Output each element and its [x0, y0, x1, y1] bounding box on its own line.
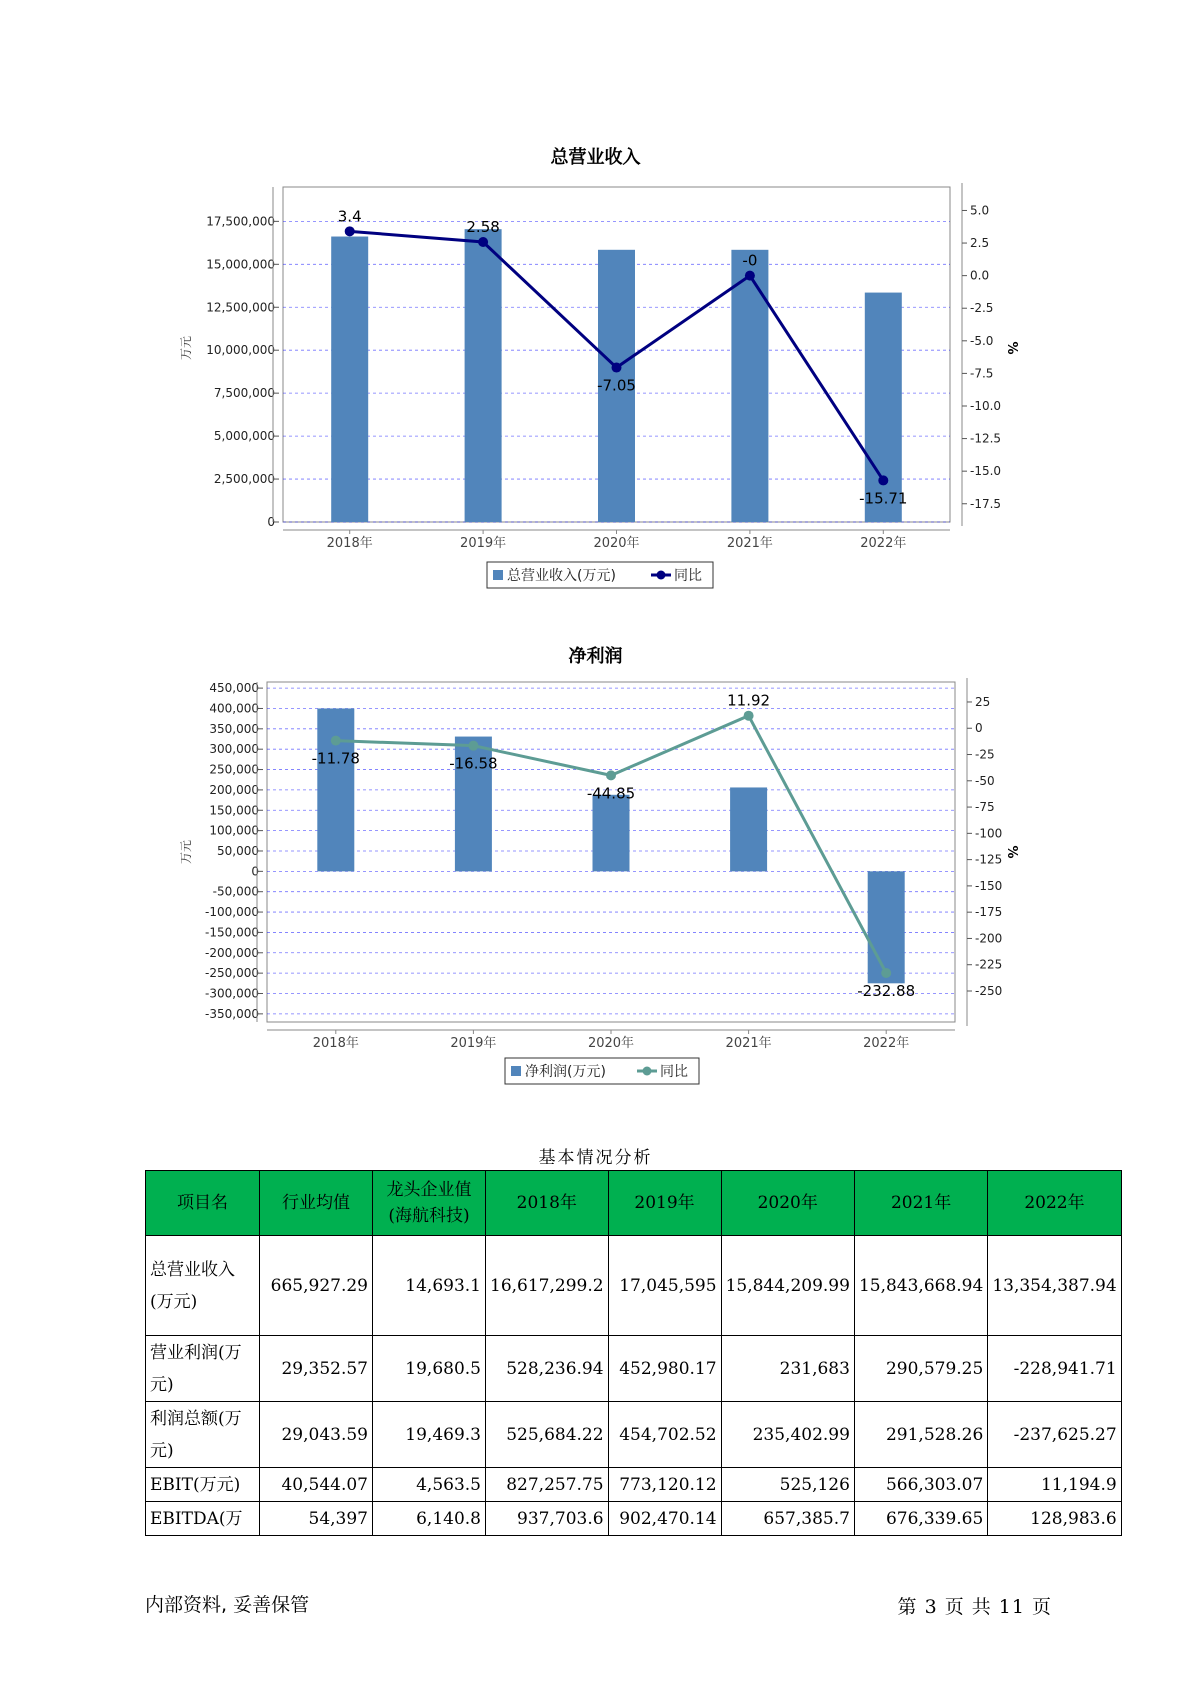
- y-tick-label: 150,000: [209, 803, 259, 818]
- y2-tick-label: 25: [975, 694, 991, 709]
- y-tick-label: -350,000: [205, 1006, 259, 1021]
- y2-tick-label: -25: [975, 747, 995, 762]
- table-cell: -237,625.27: [988, 1402, 1121, 1468]
- table-row: [146, 1402, 1122, 1468]
- y-axis-title: 万元: [179, 335, 193, 361]
- revenue-chart: [0, 175, 1191, 625]
- table-cell: 827,257.75: [486, 1468, 609, 1502]
- table-cell: 291,528.26: [854, 1402, 987, 1468]
- table-row: [146, 1468, 1122, 1502]
- data-label: -11.78: [311, 749, 360, 768]
- analysis-table: [145, 1170, 1122, 1536]
- table-cell: 235,402.99: [721, 1402, 854, 1468]
- y2-tick-label: -75: [975, 800, 995, 815]
- table-header-row: [146, 1171, 1122, 1236]
- footer-confidential-note: 内部资料, 妥善保管: [145, 1594, 310, 1616]
- y2-tick-label: -7.5: [970, 366, 994, 381]
- table-cell: 566,303.07: [854, 1468, 987, 1502]
- x-tick-label: 2022年: [863, 1036, 910, 1051]
- bar: [868, 871, 905, 983]
- y2-tick-label: -12.5: [970, 431, 1002, 446]
- net-profit-chart: [0, 670, 1191, 1110]
- header-text: 2019年: [634, 1193, 695, 1213]
- table-cell: 657,385.7: [721, 1502, 854, 1536]
- y-tick-label: 50,000: [217, 843, 259, 858]
- yoy-point: [878, 475, 888, 485]
- y2-tick-label: -225: [975, 957, 1003, 972]
- y2-tick-label: -15.0: [970, 464, 1002, 479]
- legend-label-line: 同比: [660, 1064, 688, 1080]
- yoy-point: [331, 736, 341, 746]
- row-name-cell: EBITDA(万: [146, 1502, 260, 1536]
- y-tick-label: 350,000: [209, 721, 259, 736]
- legend-swatch-bar: [511, 1066, 521, 1076]
- y-tick-label: -100,000: [205, 905, 259, 920]
- y2-tick-label: -2.5: [970, 301, 994, 316]
- header-text: 2018年: [516, 1193, 577, 1213]
- y2-tick-label: -17.5: [970, 496, 1002, 511]
- y2-tick-label: -100: [975, 826, 1003, 841]
- row-name-cell: 营业利润(万元): [146, 1336, 260, 1402]
- table-header-cell: [373, 1171, 486, 1236]
- table-cell: 290,579.25: [854, 1336, 987, 1402]
- table-row: [146, 1336, 1122, 1402]
- y-tick-label: 450,000: [209, 681, 259, 696]
- net-profit-chart-title: 净利润: [568, 646, 623, 667]
- y-tick-label: 100,000: [209, 823, 259, 838]
- y2-tick-label: -200: [975, 931, 1003, 946]
- y-tick-label: 200,000: [209, 782, 259, 797]
- y2-tick-label: -250: [975, 983, 1003, 998]
- legend-label-bar: 净利润(万元): [525, 1064, 606, 1080]
- data-label: -44.85: [586, 784, 636, 803]
- x-tick-label: 2018年: [312, 1036, 359, 1051]
- y2-tick-label: -125: [975, 852, 1003, 867]
- data-label: -15.71: [859, 489, 908, 508]
- table-cell: 525,684.22: [486, 1402, 609, 1468]
- table-cell: 15,843,668.94: [854, 1236, 987, 1336]
- x-tick-label: 2021年: [726, 536, 773, 551]
- bar: [731, 250, 768, 522]
- data-label: 3.4: [337, 207, 362, 226]
- y-tick-label: 2,500,000: [213, 472, 275, 487]
- table-cell: 13,354,387.94: [988, 1236, 1121, 1336]
- table-cell: 773,120.12: [608, 1468, 721, 1502]
- yoy-point: [881, 968, 891, 978]
- legend-swatch-point: [657, 571, 666, 580]
- y-tick-label: 7,500,000: [213, 386, 275, 401]
- y2-tick-label: -50: [975, 773, 995, 788]
- table-cell: 17,045,595: [608, 1236, 721, 1336]
- table-cell: 16,617,299.2: [486, 1236, 609, 1336]
- header-text: 2021年: [890, 1193, 952, 1213]
- table-header-cell: [721, 1171, 854, 1236]
- y-tick-label: 12,500,000: [206, 300, 275, 315]
- x-tick-label: 2022年: [860, 536, 907, 551]
- data-label: -232.88: [857, 982, 916, 1001]
- table-row: [146, 1502, 1122, 1536]
- table-cell: 525,126: [721, 1468, 854, 1502]
- y-tick-label: 5,000,000: [213, 429, 275, 444]
- header-text: 2022年: [1024, 1193, 1085, 1213]
- table-cell: 19,469.3: [373, 1402, 486, 1468]
- y-tick-label: 300,000: [209, 742, 259, 757]
- row-name-cell: 总营业收入(万元): [146, 1236, 260, 1336]
- row-name-cell: EBIT(万元): [146, 1468, 260, 1502]
- table-cell: 11,194.9: [988, 1468, 1121, 1502]
- header-text-line2: (海航科技): [388, 1206, 470, 1226]
- table-row: [146, 1236, 1122, 1336]
- header-text: 行业均值: [282, 1193, 350, 1213]
- yoy-point: [345, 226, 355, 236]
- table-cell: 29,043.59: [260, 1402, 373, 1468]
- y-tick-label: -250,000: [205, 966, 259, 981]
- table-header-cell: [608, 1171, 721, 1236]
- row-name-cell: 利润总额(万元): [146, 1402, 260, 1468]
- y2-tick-label: -150: [975, 878, 1003, 893]
- data-label: 11.92: [727, 691, 771, 710]
- data-label: -7.05: [597, 376, 636, 395]
- y2-axis-title: %: [1004, 341, 1019, 355]
- table-header-cell: [146, 1171, 260, 1236]
- footer-page-number: 第 3 页 共 11 页: [897, 1596, 1052, 1618]
- bar: [730, 787, 767, 871]
- y-tick-label: -300,000: [205, 986, 259, 1001]
- y-tick-label: 15,000,000: [206, 257, 275, 272]
- table-cell: 40,544.07: [260, 1468, 373, 1502]
- table-cell: -228,941.71: [988, 1336, 1121, 1402]
- data-label: -16.58: [449, 754, 498, 773]
- yoy-point: [606, 770, 616, 780]
- table-caption: 基本情况分析: [538, 1148, 653, 1168]
- y-axis-title: 万元: [179, 839, 193, 865]
- y-tick-label: -200,000: [205, 945, 259, 960]
- bar: [331, 237, 368, 522]
- table-cell: 452,980.17: [608, 1336, 721, 1402]
- y-tick-label: 0: [267, 515, 275, 529]
- y2-tick-label: -175: [975, 905, 1003, 920]
- legend-label-bar: 总营业收入(万元): [507, 568, 616, 584]
- y2-tick-label: -10.0: [970, 398, 1002, 413]
- y2-tick-label: 2.5: [970, 236, 990, 251]
- table-header-cell: [988, 1171, 1121, 1236]
- table-cell: 54,397: [260, 1502, 373, 1536]
- table-cell: 665,927.29: [260, 1236, 373, 1336]
- table-cell: 29,352.57: [260, 1336, 373, 1402]
- table-cell: 19,680.5: [373, 1336, 486, 1402]
- y2-axis-title: %: [1004, 845, 1019, 859]
- table-header-cell: [854, 1171, 987, 1236]
- y-tick-label: -150,000: [205, 925, 259, 940]
- yoy-point: [745, 271, 755, 281]
- legend-label-line: 同比: [674, 568, 702, 584]
- y2-tick-label: 0.0: [970, 268, 990, 283]
- x-tick-label: 2019年: [460, 536, 507, 551]
- bar: [593, 795, 630, 872]
- bar: [865, 293, 902, 522]
- table-cell: 6,140.8: [373, 1502, 486, 1536]
- revenue-chart-title: 总营业收入: [550, 147, 641, 168]
- x-tick-label: 2019年: [450, 1036, 497, 1051]
- legend-swatch-bar: [493, 570, 503, 580]
- header-text: 2020年: [757, 1193, 818, 1213]
- y-tick-label: 17,500,000: [206, 214, 275, 229]
- yoy-point: [468, 741, 478, 751]
- yoy-point: [744, 711, 754, 721]
- y-tick-label: 0: [251, 864, 259, 879]
- table-cell: 937,703.6: [486, 1502, 609, 1536]
- x-tick-label: 2020年: [587, 1036, 635, 1051]
- y-tick-label: 250,000: [209, 762, 259, 777]
- x-tick-label: 2021年: [725, 1036, 772, 1051]
- table-header-cell: [260, 1171, 373, 1236]
- y-tick-label: -50,000: [212, 884, 259, 899]
- y2-tick-label: 0: [975, 721, 983, 736]
- y-tick-label: 10,000,000: [206, 343, 275, 358]
- table-cell: 676,339.65: [854, 1502, 987, 1536]
- table-cell: 4,563.5: [373, 1468, 486, 1502]
- table-cell: 902,470.14: [608, 1502, 721, 1536]
- table-cell: 231,683: [721, 1336, 854, 1402]
- y2-tick-label: -5.0: [970, 333, 994, 348]
- data-label: -0: [742, 251, 758, 270]
- header-text: 项目名: [177, 1193, 228, 1213]
- table-cell: 128,983.6: [988, 1502, 1121, 1536]
- table-cell: 454,702.52: [608, 1402, 721, 1468]
- yoy-point: [478, 237, 488, 247]
- table-header-cell: [486, 1171, 609, 1236]
- bar: [317, 708, 354, 871]
- x-tick-label: 2020年: [593, 536, 640, 551]
- table-cell: 528,236.94: [486, 1336, 609, 1402]
- header-text: 龙头企业值: [386, 1180, 472, 1200]
- y2-tick-label: 5.0: [970, 203, 990, 218]
- x-tick-label: 2018年: [326, 536, 373, 551]
- legend-swatch-point: [643, 1067, 652, 1076]
- yoy-point: [612, 363, 622, 373]
- y-tick-label: 400,000: [209, 701, 259, 716]
- table-cell: 15,844,209.99: [721, 1236, 854, 1336]
- bar: [465, 229, 502, 522]
- table-cell: 14,693.1: [373, 1236, 486, 1336]
- data-label: 2.58: [466, 218, 500, 237]
